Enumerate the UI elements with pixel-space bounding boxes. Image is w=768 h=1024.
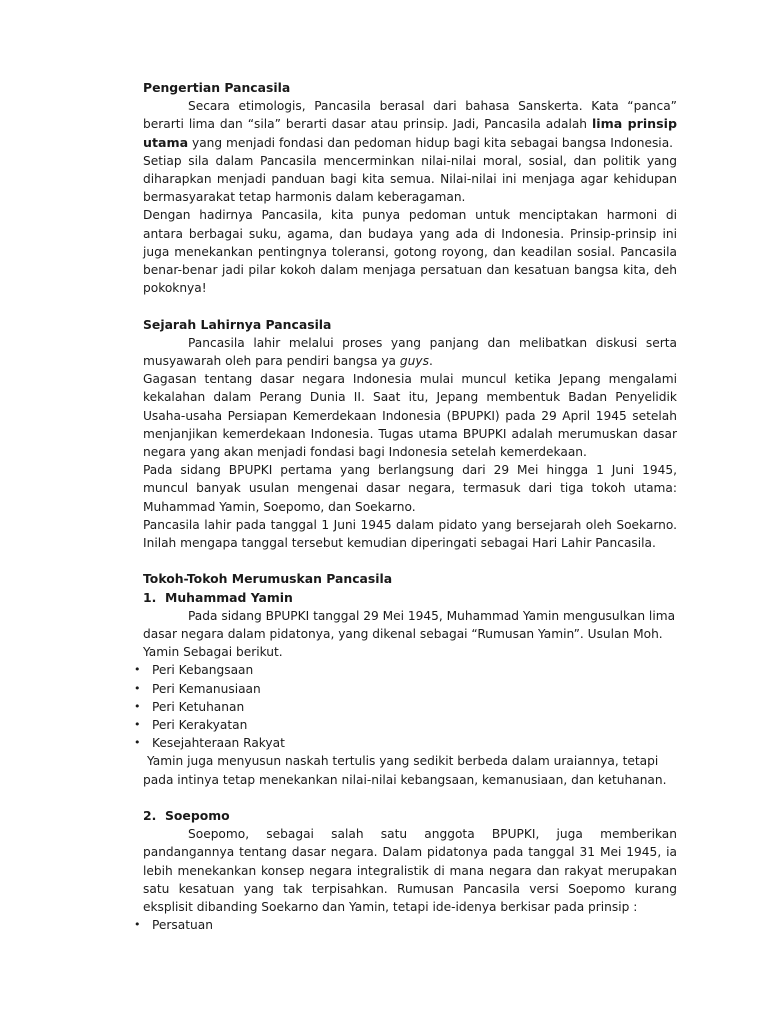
paragraph: Gagasan tentang dasar negara Indonesia mulai muncul ketika Jepang mengalami kekalahan dalam Perang Dunia II. Saat itu, Jepang membentuk Badan Penyelidik Usaha-usaha Persiapan Kemerdekaan Indonesia (BPUPKI) pada 29 April 1945 setelah menjanjikan kemerdekaan Indonesia. Tugas utama BPUPKI adalah merumuskan dasar negara yang akan menjadi fondasi bagi Indonesia setelah kemerdekaan.	[143, 372, 677, 460]
paragraph	[143, 97, 677, 152]
list-number: 2.	[143, 808, 157, 824]
list-item	[134, 916, 677, 934]
list-item	[134, 680, 677, 698]
list-number: 1.	[143, 589, 157, 605]
numbered-heading-text: Soepomo	[165, 808, 230, 824]
section-heading-pengertian: Pengertian Pancasila	[143, 80, 291, 95]
paragraph	[143, 334, 677, 370]
bullet-icon: •	[134, 699, 141, 713]
paragraph-line: Pada sidang BPUPKI tanggal 29 Mei 1945, Muhammad Yamin mengusulkan lima	[188, 608, 676, 623]
list-item	[134, 734, 677, 752]
list-item-text: Peri Kemanusiaan	[152, 681, 261, 696]
bullet-icon: •	[134, 736, 141, 750]
list-item	[134, 698, 677, 716]
numbered-heading-soepomo	[143, 807, 677, 825]
paragraph-text: yang menjadi fondasi dan pedoman hidup bagi kita sebagai bangsa Indonesia.	[188, 135, 674, 150]
numbered-heading-text: Muhammad Yamin	[165, 589, 293, 605]
section-heading-tokoh: Tokoh-Tokoh Merumuskan Pancasila	[143, 571, 393, 587]
list-item-text: Kesejahteraan Rakyat	[152, 736, 285, 751]
bullet-icon: •	[134, 918, 141, 932]
bullet-icon: •	[134, 663, 141, 677]
bullet-icon: •	[134, 681, 141, 695]
bold-phrase: lima prinsip utama	[143, 116, 677, 150]
numbered-heading-yamin	[143, 589, 677, 607]
paragraph: Pada sidang BPUPKI pertama yang berlangsung dari 29 Mei hingga 1 Juni 1945, muncul banyak usulan mengenai dasar negara, termasuk dari tiga tokoh utama: Muhammad Yamin, Soepomo, dan Soekarno.	[143, 463, 677, 514]
spacer	[143, 789, 677, 807]
list-item-text: Persatuan	[152, 918, 213, 933]
list-item-text: Peri Kebangsaan	[152, 663, 254, 678]
paragraph-line: Yamin juga menyusun naskah tertulis yang sedikit berbeda dalam uraiannya, tetapi	[147, 754, 659, 769]
paragraph-text: Secara etimologis, Pancasila berasal dari bahasa Sanskerta. Kata “panca” berarti lima dan “sila” berarti dasar atau prinsip. Jadi, Pancasila adalah	[143, 99, 677, 132]
list-item	[134, 716, 677, 734]
paragraph: Dengan hadirnya Pancasila, kita punya pedoman untuk menciptakan harmoni di antara berbagai suku, agama, dan budaya yang ada di Indonesia. Prinsip-prinsip ini juga menekankan pentingnya toleransi, gotong royong, dan keadilan sosial. Pancasila benar-benar jadi pilar kokoh dalam menjaga persatuan dan kesatuan bangsa kita, deh pokoknya!	[143, 208, 677, 296]
bullet-icon: •	[134, 718, 141, 732]
italic-word: guys	[399, 354, 429, 369]
spacer	[143, 297, 677, 315]
list-item	[134, 661, 677, 679]
paragraph: Soepomo, sebagai salah satu anggota BPUPKI, juga memberikan pandangannya tentang dasar negara. Dalam pidatonya pada tanggal 31 Mei 1945, ia lebih menekankan konsep negara integralistik di mana negara dan rakyat merupakan satu kesatuan yang tak terpisahkan. Rumusan Pancasila versi Soepomo kurang eksplisit dibanding Soekarno dan Yamin, tetapi ide-idenya berkisar pada prinsip :	[143, 827, 677, 915]
paragraph-line: Yamin Sebagai berikut.	[143, 645, 283, 660]
paragraph-text: .	[428, 354, 433, 369]
paragraph: Setiap sila dalam Pancasila mencerminkan nilai-nilai moral, sosial, dan politik yang diharapkan menjadi panduan bagi kita semua. Nilai-nilai ini menjaga agar kehidupan bermasyarakat tetap harmonis dalam keberagaman.	[143, 153, 677, 205]
spacer	[143, 552, 677, 570]
paragraph-line: dasar negara dalam pidatonya, yang dikenal sebagai “Rumusan Yamin”. Usulan Moh.	[143, 627, 663, 642]
paragraph-text: Pancasila lahir melalui proses yang panjang dan melibatkan diskusi serta musyawarah oleh para pendiri bangsa ya	[143, 335, 677, 369]
document-page	[134, 79, 677, 935]
list-item-text: Peri Ketuhanan	[152, 699, 245, 714]
paragraph-line: pada intinya tetap menekankan nilai-nilai kebangsaan, kemanusiaan, dan ketuhanan.	[143, 772, 667, 787]
list-item-text: Peri Kerakyatan	[152, 718, 248, 733]
paragraph: Pancasila lahir pada tanggal 1 Juni 1945 dalam pidato yang bersejarah oleh Soekarno. Inilah mengapa tanggal tersebut kemudian diperingati sebagai Hari Lahir Pancasila.	[143, 517, 677, 551]
section-heading-sejarah: Sejarah Lahirnya Pancasila	[143, 316, 332, 332]
